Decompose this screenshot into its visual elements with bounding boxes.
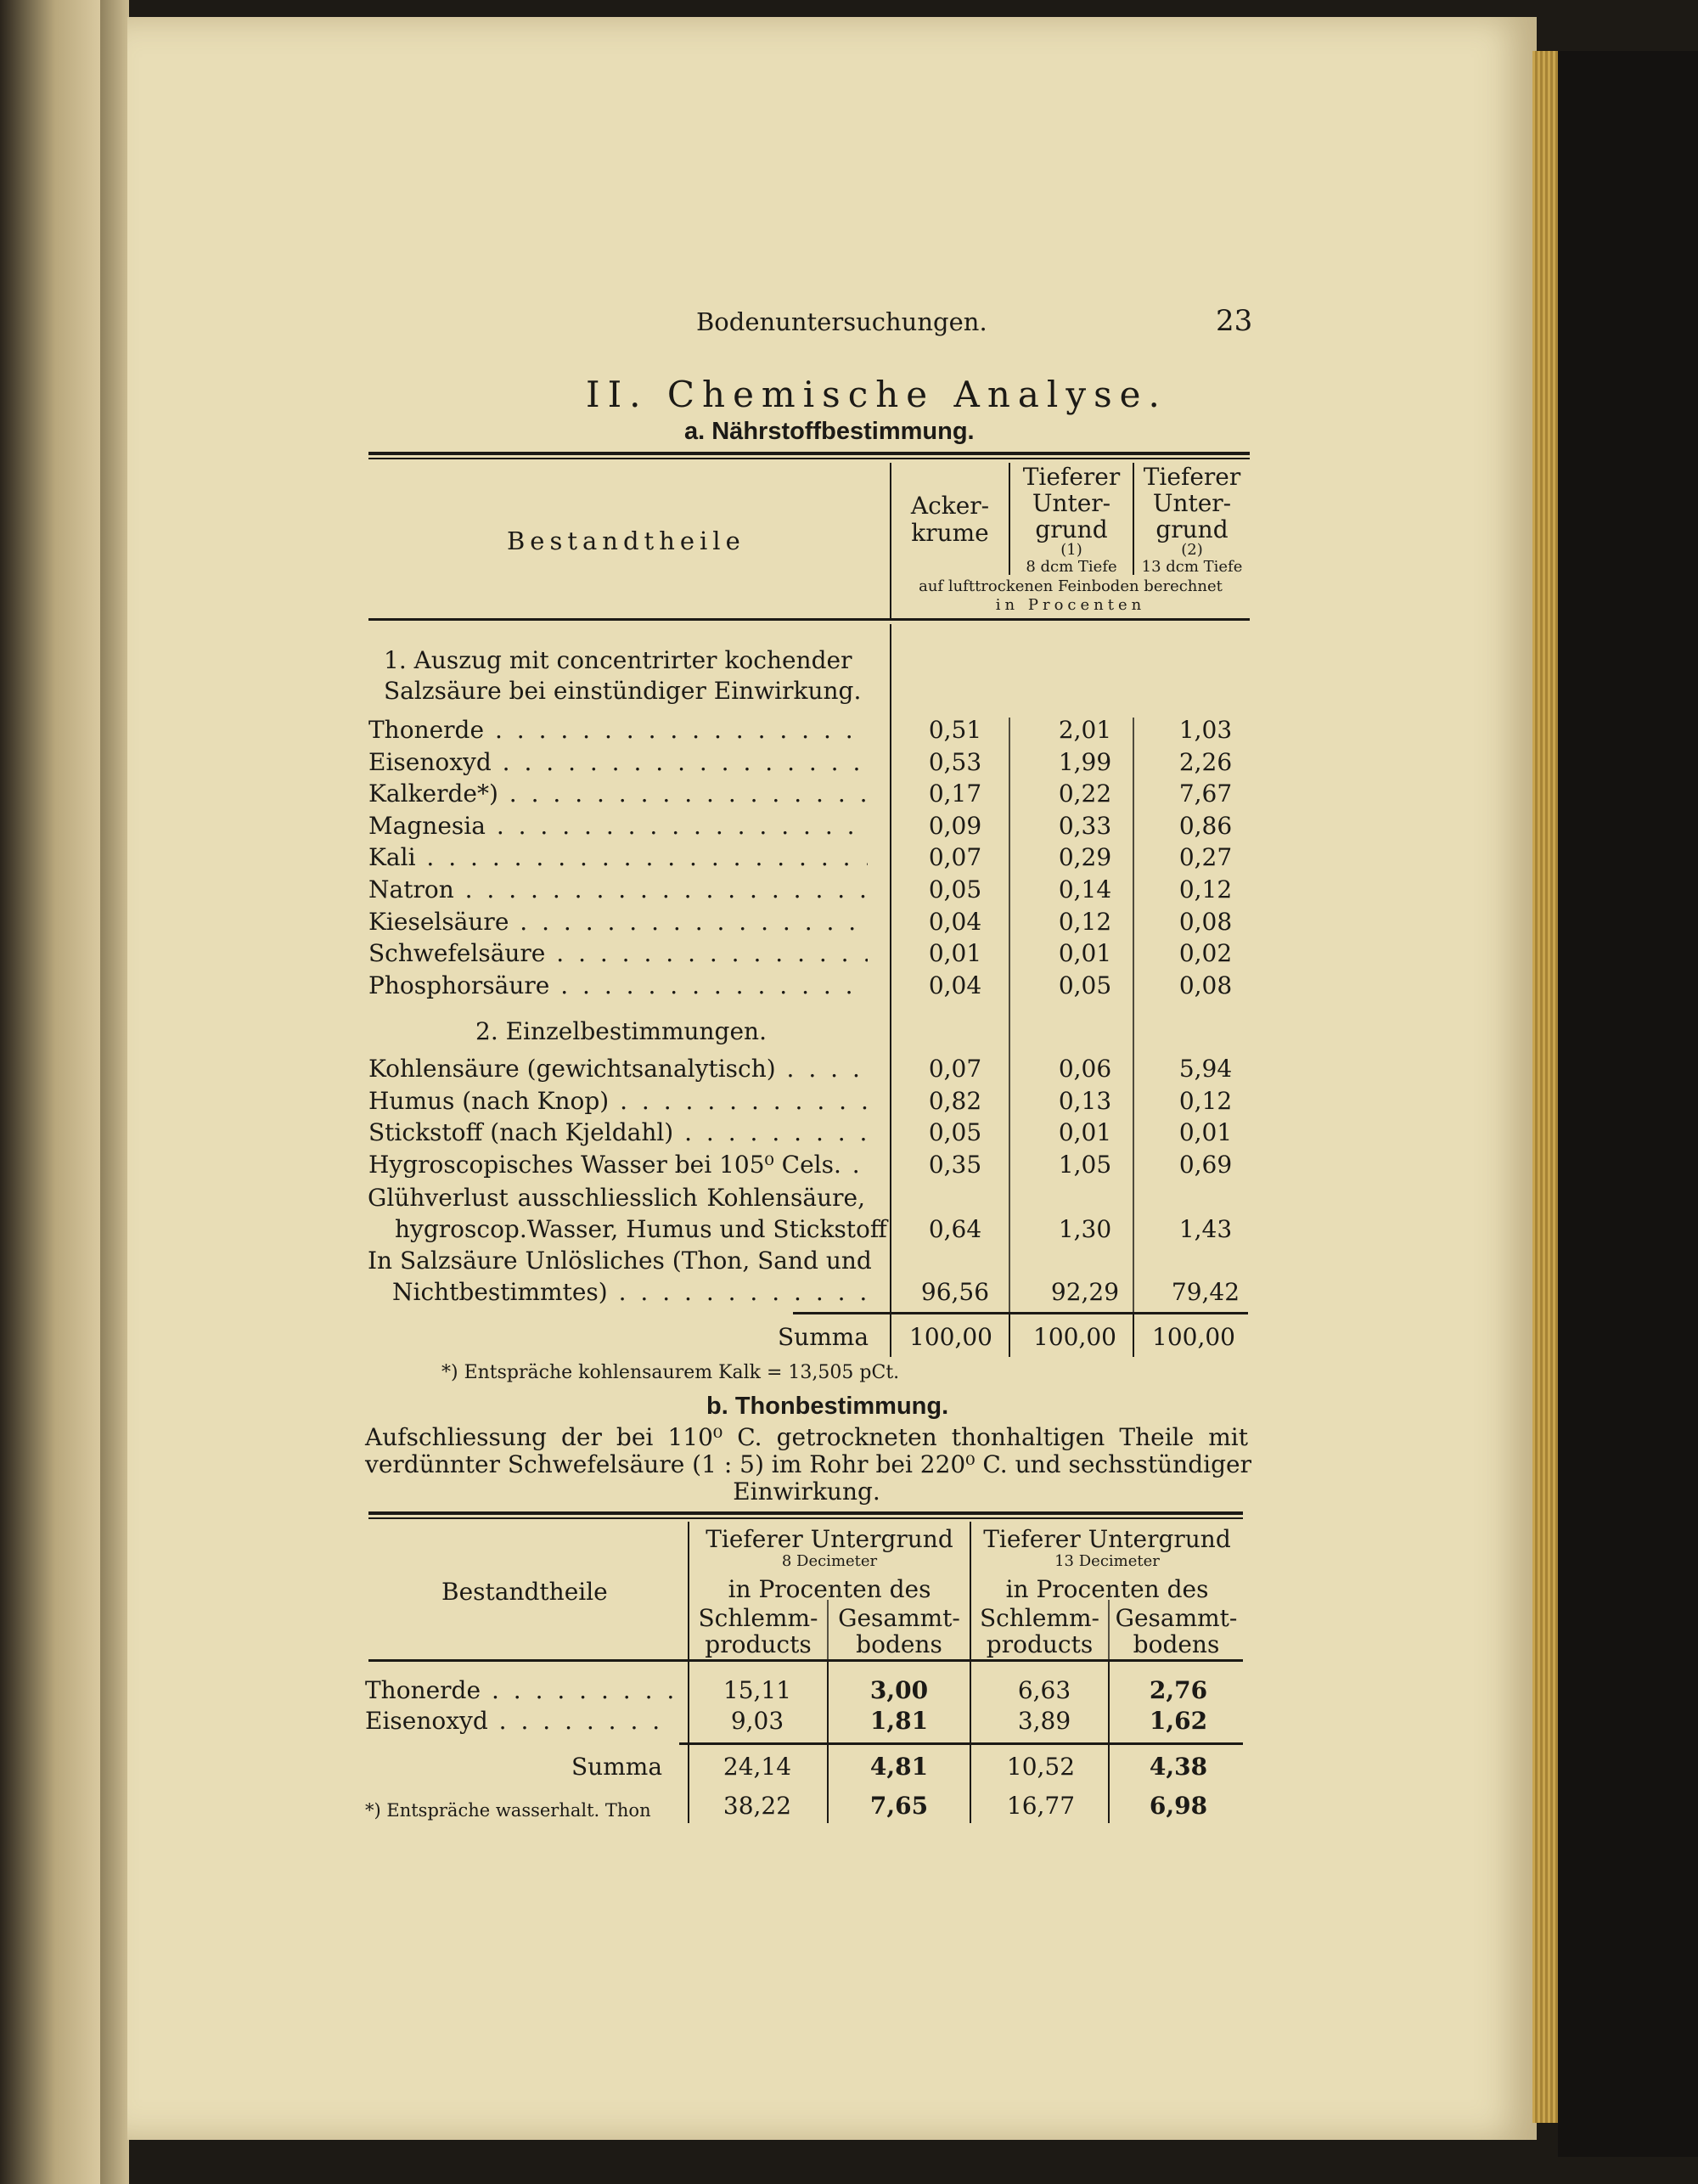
table-cell: 0,01 — [928, 939, 982, 968]
cell: 4,38 — [1149, 1753, 1208, 1781]
table-cell: 0,07 — [928, 843, 982, 872]
footnote-a: *) Entspräche kohlensaurem Kalk = 13,505 pCt. — [441, 1362, 900, 1383]
table-cell: 0,05 — [928, 875, 982, 903]
column-header-untergrund-2 — [1134, 464, 1250, 577]
table-row-label: Phosphorsäure . . . — [368, 971, 868, 999]
table-cell: 0,12 — [1178, 875, 1233, 903]
table-cell: 0,82 — [928, 1086, 982, 1115]
heading-line: 1. Auszug mit concentrirter kochender — [384, 646, 852, 674]
cell: 6,98 — [1149, 1792, 1208, 1820]
table-cell: 2,01 — [1058, 716, 1112, 744]
summa-untergrund-1: 100,00 — [1033, 1323, 1116, 1351]
group-title: Tieferer Untergrund — [706, 1525, 953, 1553]
gluehverlust-line1: Glühverlust ausschliesslich Kohlensäure, — [368, 1184, 865, 1212]
cell: 24,14 — [722, 1753, 792, 1781]
table-cell: 0,04 — [928, 971, 982, 999]
table-cell: 0,53 — [928, 747, 982, 776]
summa-rule — [793, 1312, 1248, 1314]
table-cell: 0,12 — [1058, 907, 1112, 936]
column-group-8dm — [689, 1525, 970, 1603]
gluehverlust-ackerkrume: 0,64 — [928, 1215, 982, 1243]
table-cell: 0,22 — [1058, 780, 1112, 808]
cell: 3,00 — [869, 1676, 929, 1704]
column-group-13dm — [971, 1525, 1243, 1603]
basis-line: in Procenten — [995, 596, 1146, 614]
gluehverlust-untergrund-1: 1,30 — [1058, 1215, 1112, 1243]
table-cell: 2,26 — [1178, 747, 1233, 776]
table-cell: 0,12 — [1178, 1086, 1233, 1115]
column-header-bestandtheile-b: Bestandtheile — [441, 1578, 608, 1606]
table-row-label: Schwefelsäure . . . — [368, 939, 868, 967]
cell: 38,22 — [722, 1792, 792, 1820]
header-line: (2) — [1181, 541, 1203, 559]
table-cell: 0,14 — [1058, 875, 1112, 903]
table-row-label: Kohlensäure (gewichtsanalytisch) . . . — [368, 1055, 868, 1083]
cell: 6,63 — [1017, 1676, 1071, 1704]
cell: 9,03 — [730, 1707, 784, 1735]
unloesliches-untergrund-2: 79,42 — [1171, 1278, 1240, 1306]
table-cell: 0,01 — [1058, 939, 1112, 968]
rule — [368, 1659, 1243, 1662]
group-unit: in Procenten des — [1005, 1575, 1209, 1603]
col-divider — [890, 624, 891, 1312]
table-cell: 0,09 — [928, 811, 982, 840]
column-basis-note — [891, 577, 1250, 615]
unloesliches-line2: Nichtbestimmtes) . . . — [392, 1278, 868, 1306]
unloesliches-ackerkrume: 96,56 — [920, 1278, 990, 1306]
subtitle-a: a. Nährstoffbestimmung. — [684, 418, 975, 445]
table-cell: 0,86 — [1178, 811, 1233, 840]
cell: 1,81 — [869, 1707, 929, 1735]
cell: 7,65 — [869, 1792, 929, 1820]
intro-line1: Aufschliessung der bei 110⁰ C. getrockneten thonhaltigen Theile mit — [365, 1423, 1248, 1451]
group2-heading: 2. Einzelbestimmungen. — [475, 1017, 767, 1045]
page-edges — [1532, 51, 1558, 2123]
table-cell: 0,08 — [1178, 907, 1233, 936]
table-b-row-label: Thonerde . . . — [365, 1676, 672, 1704]
table-cell: 0,01 — [1058, 1118, 1112, 1147]
intro-line3: Einwirkung. — [733, 1478, 880, 1506]
sub-line: Schlemm- — [980, 1604, 1099, 1632]
summa-untergrund-2: 100,00 — [1152, 1323, 1235, 1351]
sub-line: products — [986, 1630, 1094, 1658]
table-cell: 0,29 — [1058, 843, 1112, 872]
header-line: Unter- — [1152, 489, 1232, 517]
intro-line2: verdünnter Schwefelsäure (1 : 5) im Rohr bei 220⁰ C. und sechsstündiger — [365, 1450, 1251, 1478]
table-row-label: Magnesia . . . — [368, 812, 868, 840]
sub-line: Schlemm- — [698, 1604, 818, 1632]
table-row-label: Kieselsäure . . . — [368, 908, 868, 936]
table-cell: 7,67 — [1178, 780, 1233, 808]
sub-line: bodens — [1133, 1630, 1220, 1658]
header-line: 13 dcm Tiefe — [1141, 558, 1243, 576]
table-cell: 0,06 — [1058, 1055, 1112, 1083]
column-header-bestandtheile: Bestandtheile — [507, 526, 745, 555]
subheader-schlemm-8 — [689, 1605, 827, 1658]
summa-rule — [679, 1742, 1243, 1745]
header-line: grund — [1155, 515, 1229, 543]
table-cell: 5,94 — [1178, 1055, 1233, 1083]
table-cell: 0,13 — [1058, 1086, 1112, 1115]
header-line: Acker- — [910, 492, 990, 520]
subtitle-b: b. Thonbestimmung. — [706, 1393, 949, 1420]
summa-label-b: Summa — [571, 1753, 663, 1781]
table-row-label: Humus (nach Knop) . . . — [368, 1087, 868, 1115]
table-cell: 0,04 — [928, 907, 982, 936]
gluehverlust-line2: hygroscop.Wasser, Humus und Stickstoff — [395, 1215, 887, 1243]
table-row-label: Kalkerde*) . . . — [368, 780, 868, 808]
subheader-gesammt-13 — [1110, 1605, 1243, 1658]
group-unit: in Procenten des — [728, 1575, 931, 1603]
book-cover — [1558, 51, 1698, 2157]
rule — [368, 618, 1250, 621]
header-line: (1) — [1060, 541, 1082, 559]
table-cell: 0,07 — [928, 1055, 982, 1083]
cell: 4,81 — [869, 1753, 929, 1781]
header-line: Unter- — [1032, 489, 1111, 517]
header-line: 8 dcm Tiefe — [1026, 558, 1117, 576]
group-title: Tieferer Untergrund — [983, 1525, 1231, 1553]
page-number: 23 — [1216, 304, 1253, 338]
cell: 1,62 — [1149, 1707, 1208, 1735]
table-cell: 0,69 — [1178, 1150, 1233, 1179]
table-b-row-label: Eisenoxyd . . . — [365, 1707, 672, 1735]
table-cell: 0,01 — [1178, 1118, 1233, 1147]
subheader-schlemm-13 — [971, 1605, 1108, 1658]
table-cell: 0,08 — [1178, 971, 1233, 999]
rule — [368, 452, 1250, 455]
running-title: Bodenuntersuchungen. — [696, 307, 987, 336]
table-cell: 0,33 — [1058, 811, 1112, 840]
rule — [368, 1517, 1243, 1519]
table-cell: 0,17 — [928, 780, 982, 808]
table-row-label: Stickstoff (nach Kjeldahl) . . . — [368, 1118, 868, 1146]
cell: 16,77 — [1006, 1792, 1076, 1820]
sub-line: products — [705, 1630, 812, 1658]
table-cell: 0,51 — [928, 716, 982, 744]
unloesliches-untergrund-1: 92,29 — [1050, 1278, 1120, 1306]
book-gutter — [100, 0, 129, 2184]
group-depth: 13 Decimeter — [1054, 1552, 1160, 1570]
table-row-label: Hygroscopisches Wasser bei 105⁰ Cels. . . . — [368, 1151, 868, 1179]
table-cell: 0,02 — [1178, 939, 1233, 968]
table-row-label: Eisenoxyd . . . — [368, 748, 868, 776]
basis-line: auf lufttrockenen Feinboden berechnet — [919, 577, 1223, 595]
cell: 3,89 — [1017, 1707, 1071, 1735]
table-cell: 0,05 — [928, 1118, 982, 1147]
unloesliches-line1: In Salzsäure Unlösliches (Thon, Sand und — [368, 1247, 872, 1275]
column-header-untergrund-1 — [1010, 464, 1133, 577]
heading-line: Salzsäure bei einstündiger Einwirkung. — [384, 677, 862, 705]
header-line: Tieferer — [1143, 463, 1241, 491]
summa-ackerkrume: 100,00 — [909, 1323, 992, 1351]
cell: 2,76 — [1149, 1676, 1208, 1704]
rule — [368, 458, 1250, 459]
table-cell: 1,03 — [1178, 716, 1233, 744]
table-row-label: Kali . . . — [368, 843, 868, 871]
group1-heading — [384, 645, 861, 706]
rule — [368, 1511, 1243, 1515]
table-cell: 0,27 — [1178, 843, 1233, 872]
gluehverlust-untergrund-2: 1,43 — [1178, 1215, 1233, 1243]
header-line: Tieferer — [1022, 463, 1121, 491]
header-line: grund — [1035, 515, 1108, 543]
left-page-edge — [0, 0, 100, 2184]
table-cell: 0,05 — [1058, 971, 1112, 999]
section-title: II. Chemische Analyse. — [586, 374, 1167, 415]
header-line: krume — [911, 519, 989, 547]
group-depth: 8 Decimeter — [781, 1552, 878, 1570]
table-row-label: Thonerde . . . — [368, 716, 868, 744]
table-cell: 1,99 — [1058, 747, 1112, 776]
subheader-gesammt-8 — [829, 1605, 970, 1658]
table-cell: 0,35 — [928, 1150, 982, 1179]
sub-line: bodens — [856, 1630, 942, 1658]
table-row-label: Natron . . . — [368, 875, 868, 903]
summa-label: Summa — [778, 1323, 869, 1351]
sub-line: Gesammt- — [838, 1604, 960, 1632]
cell: 10,52 — [1006, 1753, 1076, 1781]
sub-line: Gesammt- — [1115, 1604, 1238, 1632]
wasserhalt-label: *) Entspräche wasserhalt. Thon — [365, 1800, 651, 1821]
table-cell: 1,05 — [1058, 1150, 1112, 1179]
cell: 15,11 — [722, 1676, 792, 1704]
column-header-ackerkrume — [891, 493, 1009, 547]
